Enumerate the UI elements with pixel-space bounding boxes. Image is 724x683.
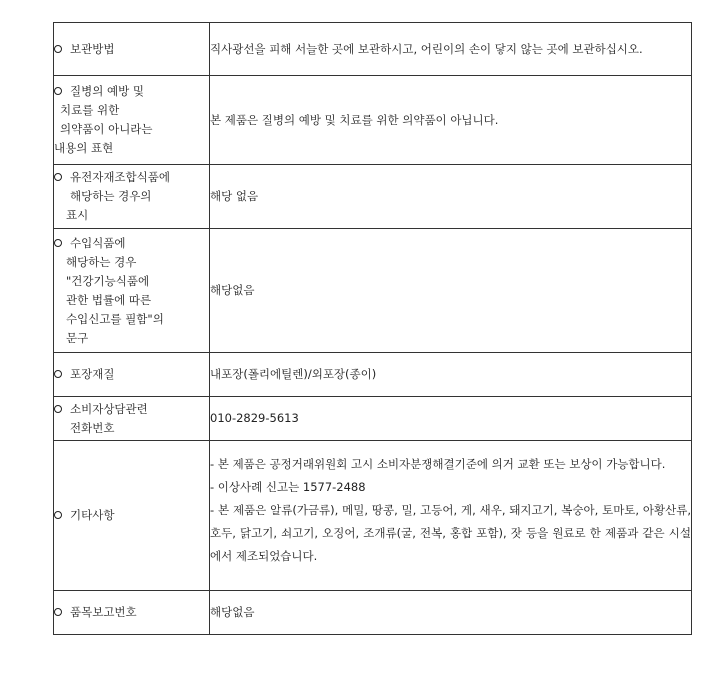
circle-bullet-icon xyxy=(54,511,62,519)
circle-bullet-icon xyxy=(54,370,62,378)
circle-bullet-icon xyxy=(54,87,62,95)
table-row xyxy=(54,165,692,229)
row-value xyxy=(210,591,692,635)
table-row xyxy=(54,229,692,353)
value-line: - 본 제품은 공정거래위원회 고시 소비자분쟁해결기준에 의거 교환 또는 보상이 가능합니다. xyxy=(210,457,666,471)
label-line: 해당하는 경우의 xyxy=(70,189,152,203)
label-line: 관한 법률에 따른 xyxy=(66,292,152,307)
product-info-table xyxy=(53,22,692,635)
label-line: 문구 xyxy=(66,330,89,345)
value-line: 해당없음 xyxy=(210,605,255,619)
row-label xyxy=(54,23,210,76)
table-row xyxy=(54,23,692,76)
row-value xyxy=(210,229,692,353)
value-line: - 이상사례 신고는 1577-2488 xyxy=(210,480,366,494)
table-row xyxy=(54,591,692,635)
circle-bullet-icon xyxy=(54,45,62,53)
label-line: 표시 xyxy=(66,208,89,222)
row-label xyxy=(54,441,210,591)
label-line: 포장재질 xyxy=(70,367,115,381)
value-line: 직사광선을 피해 서늘한 곳에 보관하시고, 어린이의 손이 닿지 않는 곳에 보관하십시오. xyxy=(210,41,643,56)
circle-bullet-icon xyxy=(54,405,62,413)
row-value xyxy=(210,353,692,397)
row-value xyxy=(210,441,692,591)
label-line: 수입식품에 xyxy=(70,235,126,250)
label-line: 전화번호 xyxy=(70,420,115,435)
row-label xyxy=(54,397,210,441)
label-line: 해당하는 경우 xyxy=(66,254,137,269)
table-row xyxy=(54,397,692,441)
circle-bullet-icon xyxy=(54,608,62,616)
table-row xyxy=(54,353,692,397)
row-value xyxy=(210,397,692,441)
phone-number: 010-2829-5613 xyxy=(210,411,299,425)
circle-bullet-icon xyxy=(54,173,62,181)
label-line: "건강기능식품에 xyxy=(66,273,150,288)
row-value xyxy=(210,165,692,229)
table-row xyxy=(54,441,692,591)
label-line: 의약품이 아니라는 xyxy=(60,122,153,136)
row-label xyxy=(54,229,210,353)
row-value xyxy=(210,23,692,76)
value-line: - 본 제품은 알류(가금류), 메밀, 땅콩, 밀, 고등어, 게, 새우, 돼지고기, 복숭아, 토마토, 아황산류, 호두, 닭고기, 쇠고기, 오징어, 조개류(굴, 전복, 홍합 포함), 잣 등을 원료로 한 제품과 같은 시설에서 제조되었습니다. xyxy=(210,503,691,563)
row-label xyxy=(54,353,210,397)
label-line: 소비자상담관련 xyxy=(70,401,148,416)
row-label xyxy=(54,591,210,635)
row-label xyxy=(54,165,210,229)
label-line: 질병의 예방 및 xyxy=(70,84,144,98)
label-line: 보관방법 xyxy=(70,41,115,56)
value-line: 본 제품은 질병의 예방 및 치료를 위한 의약품이 아닙니다. xyxy=(210,112,499,127)
label-line: 수입신고를 필함"의 xyxy=(66,311,164,326)
label-line: 내용의 표현 xyxy=(54,141,114,155)
row-value xyxy=(210,76,692,165)
label-line: 치료를 위한 xyxy=(60,103,120,117)
value-line: 해당 없음 xyxy=(210,189,259,203)
circle-bullet-icon xyxy=(54,239,62,247)
row-label xyxy=(54,76,210,165)
value-line: 내포장(폴리에틸렌)/외포장(종이) xyxy=(210,367,377,381)
label-line: 기타사항 xyxy=(70,508,115,522)
value-line: 해당없음 xyxy=(210,283,255,297)
label-line: 품목보고번호 xyxy=(70,605,137,619)
table-row xyxy=(54,76,692,165)
label-line: 유전자재조합식품에 xyxy=(70,170,170,184)
